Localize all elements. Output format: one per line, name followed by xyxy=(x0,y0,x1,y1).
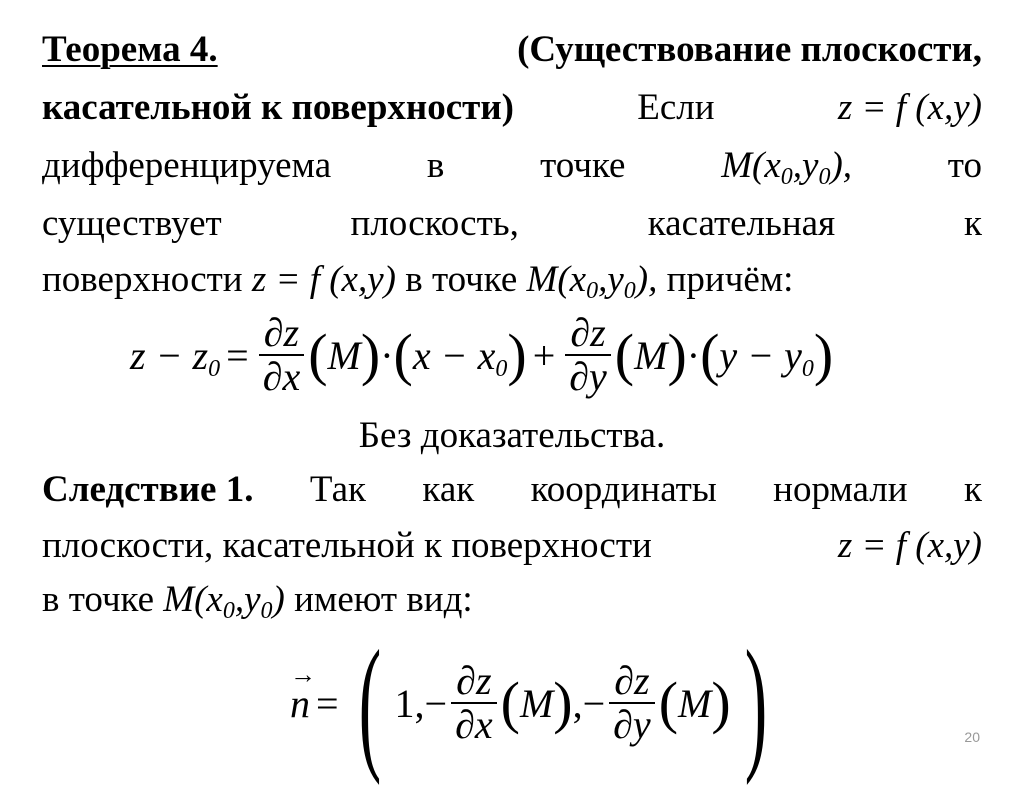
theorem-line-3 xyxy=(42,144,982,188)
denominator: ∂x xyxy=(451,702,497,746)
theorem-line-4 xyxy=(42,202,982,246)
word: в xyxy=(426,145,445,186)
text: в точке xyxy=(42,579,155,620)
word: то xyxy=(947,145,982,186)
word: нормали xyxy=(773,469,908,510)
text: плоскости, касательной к поверхности xyxy=(42,525,652,566)
no-proof-text: Без доказательства. xyxy=(358,415,666,456)
partial-z-y xyxy=(565,312,611,398)
text: имеют вид: xyxy=(294,579,473,620)
word: Так xyxy=(309,469,366,510)
denominator: ∂y xyxy=(565,354,611,398)
partial-z-x xyxy=(451,660,497,746)
word: координаты xyxy=(530,469,717,510)
page-number: 20 xyxy=(964,729,980,745)
corollary-label: Следствие 1. xyxy=(42,469,254,510)
word: как xyxy=(422,469,475,510)
theorem-line-5 xyxy=(42,258,982,302)
point-M: $M(x_0,y_0)$ xyxy=(163,579,285,624)
word: существует xyxy=(42,203,222,244)
theorem-function: z = f (x,y) xyxy=(837,87,982,128)
denominator: ∂y xyxy=(609,702,655,746)
word: причём: xyxy=(666,259,794,300)
function: z = f (x,y) xyxy=(251,259,396,300)
tangent-plane-formula: $z - z_0$ = $\frac{\partial z}{\partial x}$ ( M ) · ( $x - x_0$ ) + $\frac{\partial z}{\partial y}$ ( M ) · ( $y - y_0$ ) xyxy=(130,310,834,399)
point-M: $M(x_0,y_0)$, xyxy=(526,259,658,304)
formula-lhs: $z - z_0$ xyxy=(130,332,221,382)
word: точке xyxy=(540,145,626,186)
theorem-if: Если xyxy=(637,87,715,128)
theorem-label: Теорема 4. xyxy=(42,29,218,70)
word: дифференцируема xyxy=(42,145,332,186)
numerator: ∂z xyxy=(263,310,300,355)
equals-sign: = xyxy=(316,680,339,726)
partial-z-x xyxy=(259,312,305,398)
point-M: $M(x_0,y_0)$, xyxy=(721,145,853,190)
corollary-line-1 xyxy=(42,468,982,512)
theorem-line-2 xyxy=(42,86,982,130)
theorem-line-1 xyxy=(42,28,982,72)
theorem-title-2: касательной к поверхности) xyxy=(42,87,514,128)
denominator: ∂x xyxy=(259,354,305,398)
word: поверхности xyxy=(42,259,243,300)
word: плоскость, xyxy=(350,203,519,244)
word: в точке xyxy=(405,259,518,300)
numerator: ∂z xyxy=(456,658,492,703)
theorem-title-1: (Существование плоскости, xyxy=(517,29,982,70)
equals-sign: = xyxy=(226,332,249,378)
normal-vector-symbol: → n xyxy=(290,680,310,727)
word: к xyxy=(964,203,982,244)
partial-z-y xyxy=(609,660,655,746)
function: z = f (x,y) xyxy=(837,525,982,566)
numerator: ∂z xyxy=(570,310,606,355)
corollary-line-3 xyxy=(42,578,982,622)
word: к xyxy=(964,469,982,510)
numerator: ∂z xyxy=(614,658,650,703)
normal-vector-formula: → n = ( 1,− $\frac{\partial z}{\partial x}$ ( M ) ,− $\frac{\partial z}{\partial y}$ ( M ) ) xyxy=(290,628,781,778)
corollary-line-2 xyxy=(42,524,982,568)
word: касательная xyxy=(647,203,836,244)
one-comma: 1,− xyxy=(394,680,448,726)
